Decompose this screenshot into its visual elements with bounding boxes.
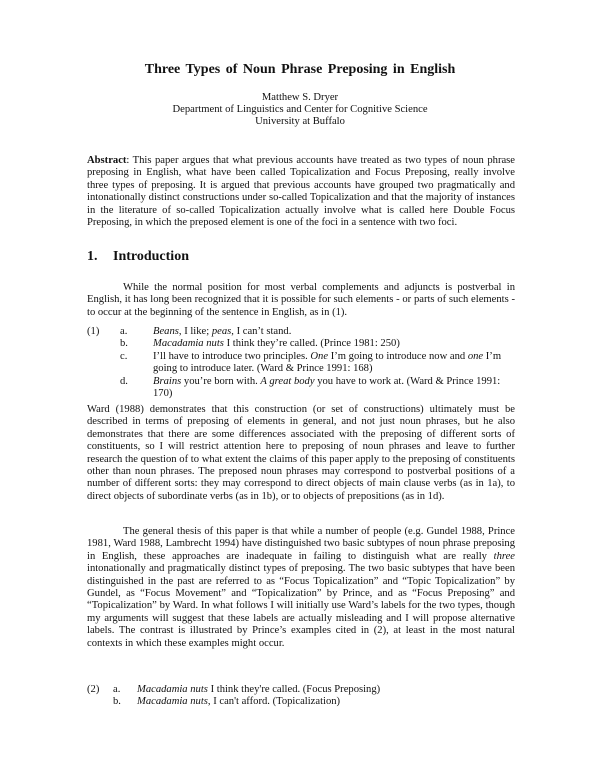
example-item: a. Beans, I like; peas, I can’t stand. xyxy=(120,326,292,337)
section-heading-introduction xyxy=(87,251,189,263)
section-number: 1. xyxy=(87,249,98,264)
example-number: (2) xyxy=(87,684,100,695)
thesis-paragraph: The general thesis of this paper is that while a number of people (e.g. Gundel 1988, Prince 1981, Ward 1988, Lambrecht 1994) have distinguished two basic subtypes of noun phrase preposing in English, these approaches are inadequate in failing to distinguish what are really three intonationally and pragmatically distinct types of preposing. The two basic subtypes that have been distinguished in the past are referred to as “Focus Topicalization” and “Topic Topicalization” by Gundel, as “Focus Movement” and “Topicalization” by Prince, and as “Focus Preposing” and “Topicalization” by Ward. In what follows I will initially use Ward’s labels for the two types, though my arguments will suggest that these labels are actually misleading and I will propose alternative labels. The contrast is illustrated by Prince’s examples cited in (2), at least in the most natural contexts in which these examples might occur. xyxy=(87,526,515,649)
example-item: a. Macadamia nuts I think they're called. (Focus Preposing) xyxy=(113,684,381,695)
paper-title: Three Types of Noun Phrase Preposing in English xyxy=(144,62,456,77)
abstract-label: Abstract xyxy=(87,155,127,166)
example-2 xyxy=(87,684,515,709)
example-item: b. Macadamia nuts I think they’re called. (Prince 1981: 250) xyxy=(120,338,400,350)
example-number: (1) xyxy=(87,326,100,337)
intro-paragraph: While the normal position for most verbal complements and adjuncts is postverbal in English, it has long been recognized that it is possible for such elements - or parts of such elements - to occur at the beginning of the sentence in English, as in (1). xyxy=(87,282,515,318)
author-affiliation: Department of Linguistics and Center for Cognitive Science xyxy=(172,104,428,115)
ward-paragraph: Ward (1988) demonstrates that this construction (or set of constructions) ultimately must be described in terms of preposing of elements in general, and not just noun phrases, but he also demonstrates that there are some differences associated with the preposing of different sorts of constituents, so I will restrict attention here to preposing of noun phrases and leave to further research the question of to what extent the claims of this paper apply to the preposing of constituents other than noun phrases. The preposed noun phrases may correspond to postverbal positions of a number of different sorts: they may correspond to direct objects of main clause verbs (as in 1a), to direct objects of subordinate verbs (as in 1b), or to objects of prepositions (as in 1d). xyxy=(87,404,515,502)
example-item: c. I’ll have to introduce two principles. One I’m going to introduce now and one I’m going to introduce later. (Ward & Prince 1991: 168) xyxy=(120,350,502,375)
abstract-text: : This paper argues that what previous accounts have treated as two types of noun phrase preposing in English, what have been called Topicalization and Focus Preposing, really involve three types of preposing. It is argued that previous accounts have grouped two pragmatically and intonationally distinct constructions under so-called Topicalization and that the majority of instances in the literature of so-called Topicalization actually involve what is called here Double Focus Preposing, in which the preposed element is one of the foci in a sentence with two foci. xyxy=(87,155,515,229)
author-block xyxy=(0,92,600,128)
author-university: University at Buffalo xyxy=(255,116,345,127)
section-title: Introduction xyxy=(113,249,189,264)
abstract xyxy=(87,155,515,229)
example-item: b. Macadamia nuts, I can't afford. (Topicalization) xyxy=(113,696,341,708)
author-name: Matthew S. Dryer xyxy=(261,92,339,103)
example-item: d. Brains you’re born with. A great body you have to work at. (Ward & Prince 1991: 170) xyxy=(120,375,501,400)
example-1 xyxy=(87,326,515,400)
